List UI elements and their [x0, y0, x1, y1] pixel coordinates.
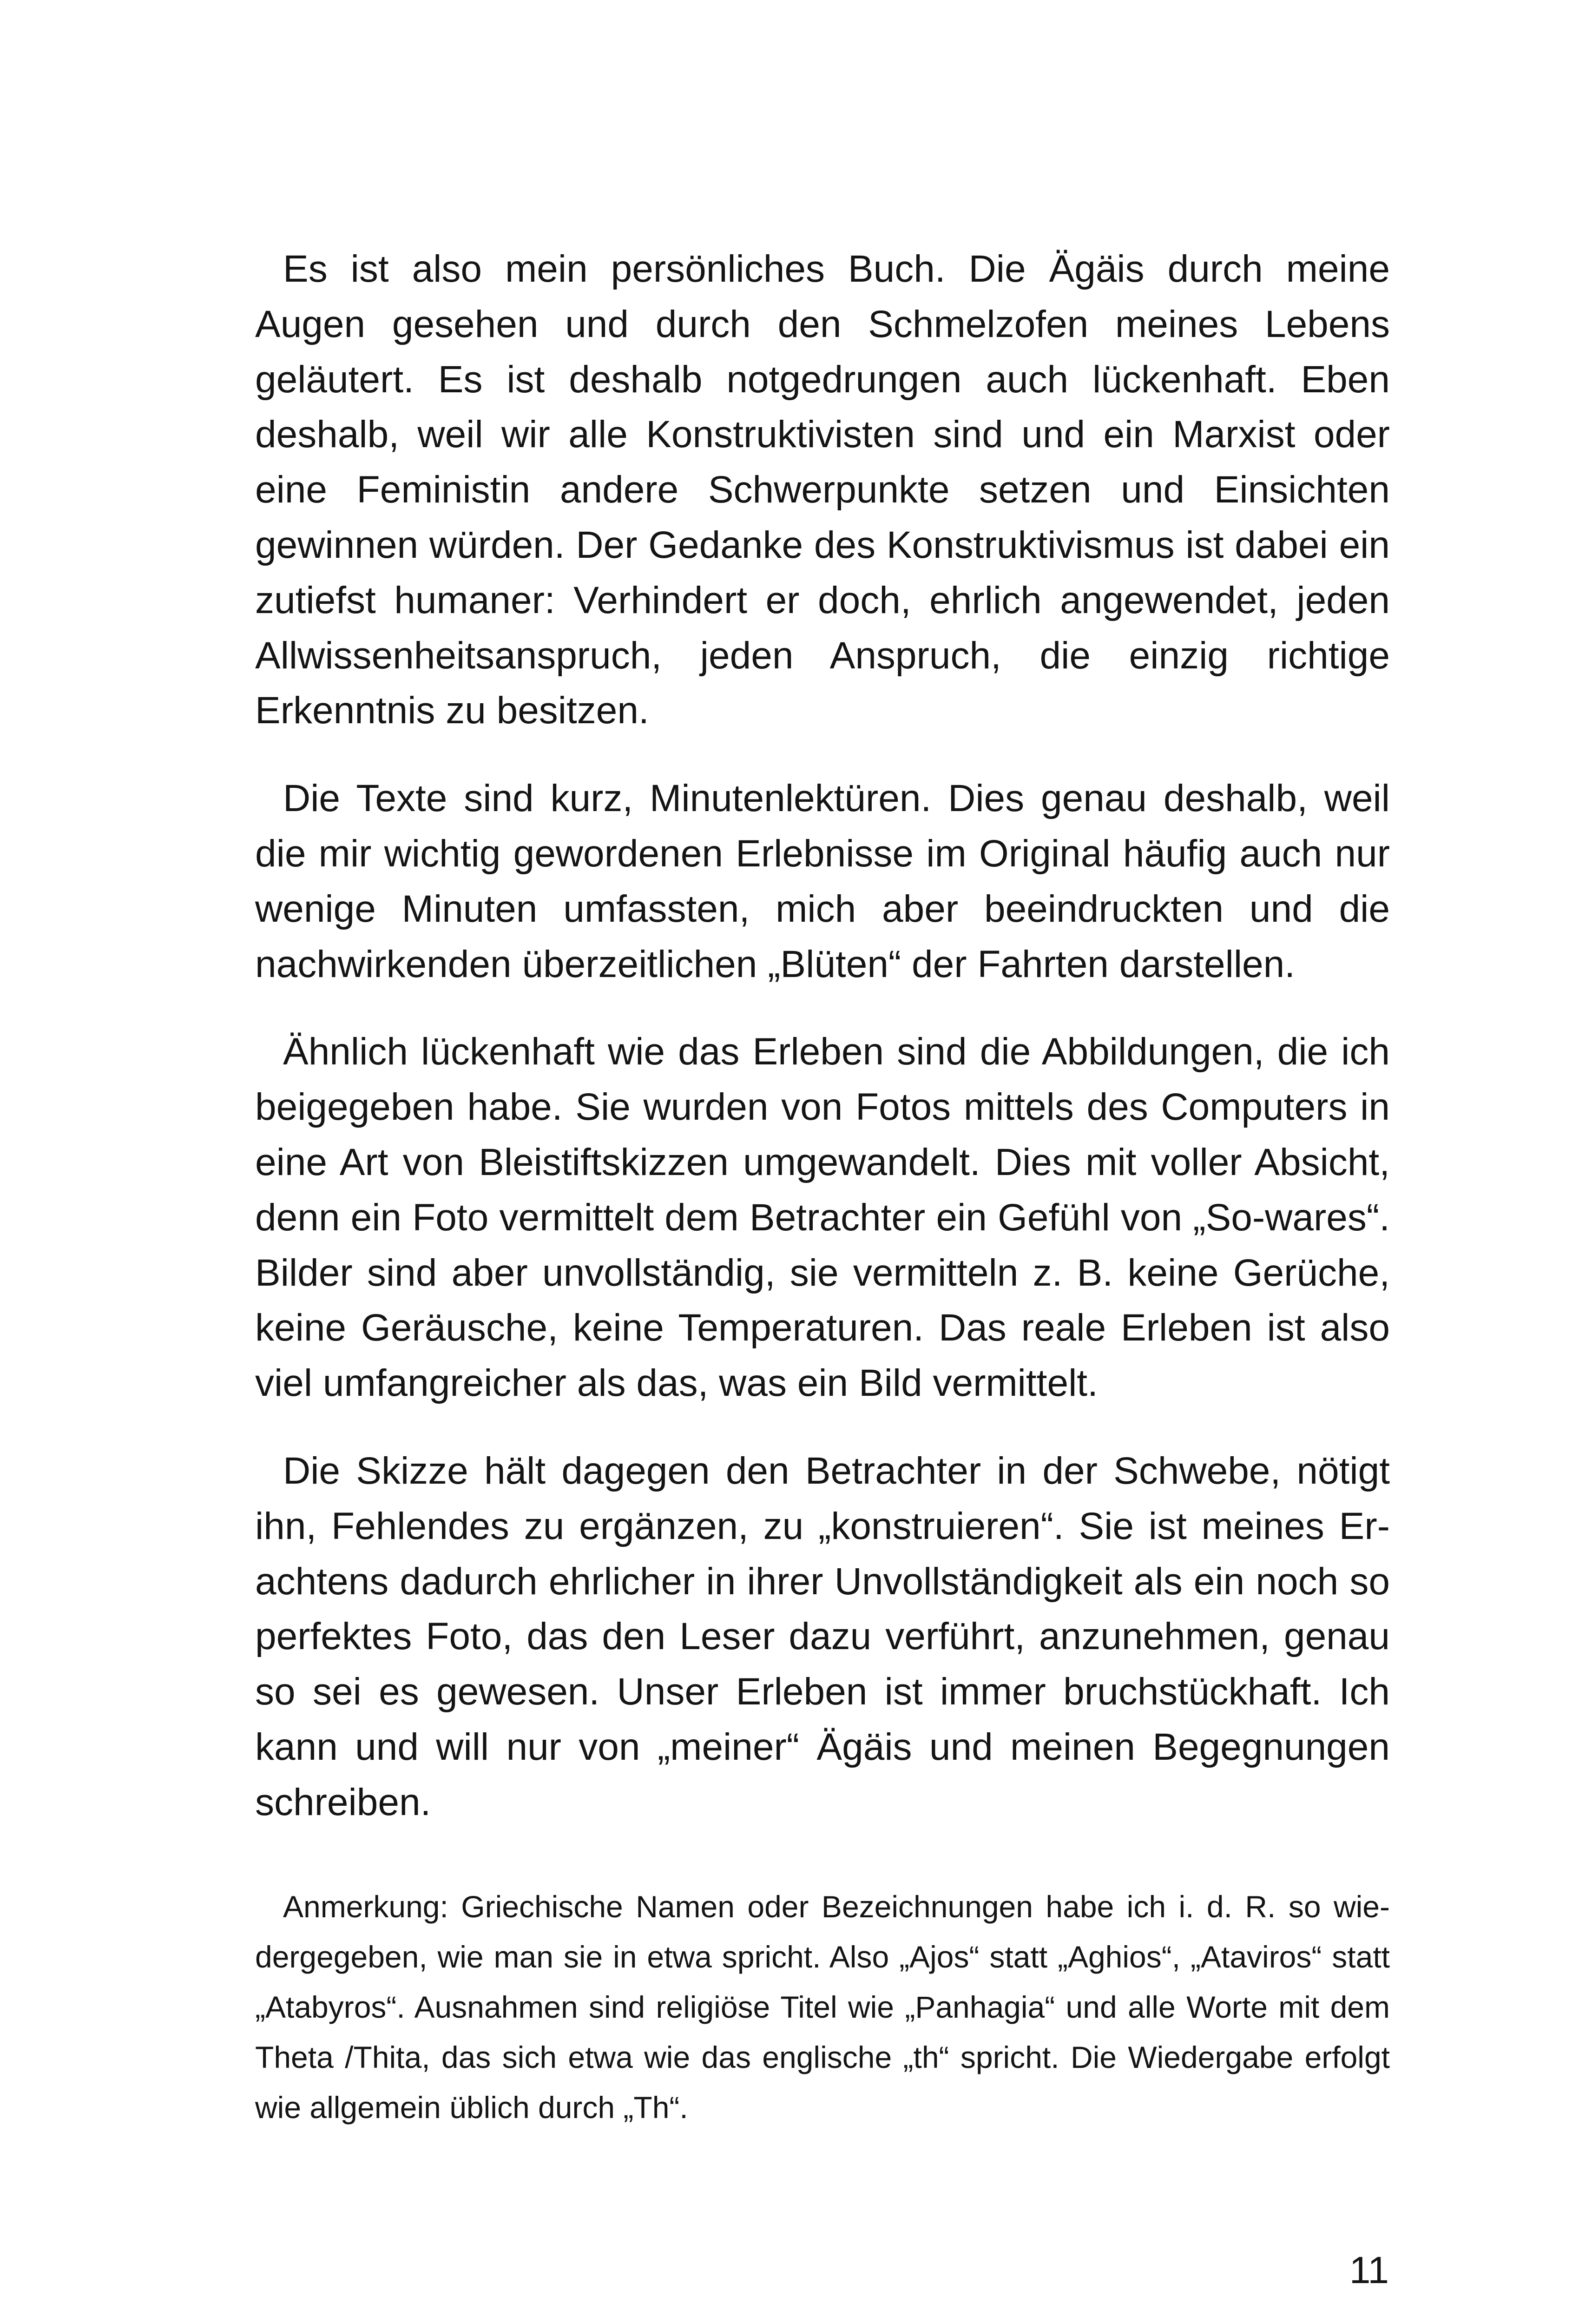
footnote-remark: Anmerkung: Griechische Namen oder Bezeichnungen habe ich i. d. R. so wiedergegeben, wie man sie in etwa spricht. Also „Ajos“ statt „Aghios“, „Ataviros“ statt „Atabyros“. Ausnahmen sind religiöse Titel wie „Panhagia“ und alle Worte mit dem Theta /Thita, das sich etwa wie das englische „th“ spricht. Die Wiedergabe erfolgt wie allgemein üblich durch „Th“. — [255, 1889, 1390, 2125]
page-number: 11 — [1349, 2249, 1389, 2291]
paragraph-3: Ähnlich lückenhaft wie das Erleben sind die Abbildungen, die ich beigegeben habe. Sie wurden von Fotos mittels des Computers in eine Art von Bleistiftskizzen umgewandelt. Dies mit voller Absicht, denn ein Foto vermittelt dem Betrachter ein Gefühl von „So-wares“. Bilder sind aber unvollständig, sie vermitteln z. B. keine Gerüche, keine Geräusche, keine Temperaturen. Das reale Erleben ist also viel umfangreicher als das, was ein Bild vermittelt. — [255, 1030, 1390, 1405]
paragraph-1: Es ist also mein persönliches Buch. Die Ägäis durch meine Augen gesehen und durch den Schmelzofen meines Lebens geläutert. Es ist deshalb notgedrungen auch lückenhaft. Eben deshalb, weil wir alle Konstruktivisten sind und ein Marxist oder eine Feministin andere Schwerpunkte setzen und Einsichten gewinnen würden. Der Gedanke des Konstruktivismus ist dabei ein zutiefst humaner: Verhindert er doch, ehrlich angewendet, jeden Allwissenheitsanspruch, jeden Anspruch, die einzig richtige Erkenntnis zu besitzen. — [255, 248, 1390, 732]
paragraph-4: Die Skizze hält dagegen den Betrachter in der Schwebe, nötigt ihn, Fehlendes zu ergänzen, zu „konstruieren“. Sie ist meines Erachtens dadurch ehrlicher in ihrer Unvollständigkeit als ein noch so perfektes Foto, das den Leser dazu verführt, anzunehmen, genau so sei es gewesen. Unser Erleben ist immer bruchstückhaft. Ich kann und will nur von „meiner“ Ägäis und meinen Begegnungen schreiben. — [255, 1449, 1390, 1823]
paragraph-2: Die Texte sind kurz, Minutenlektüren. Dies genau deshalb, weil die mir wichtig gewordenen Erlebnisse im Original häufig auch nur wenige Minuten umfassten, mich aber beeindruckten und die nachwirkenden überzeitlichen „Blüten“ der Fahrten darstellen. — [255, 777, 1390, 985]
page-body — [255, 242, 1390, 2133]
